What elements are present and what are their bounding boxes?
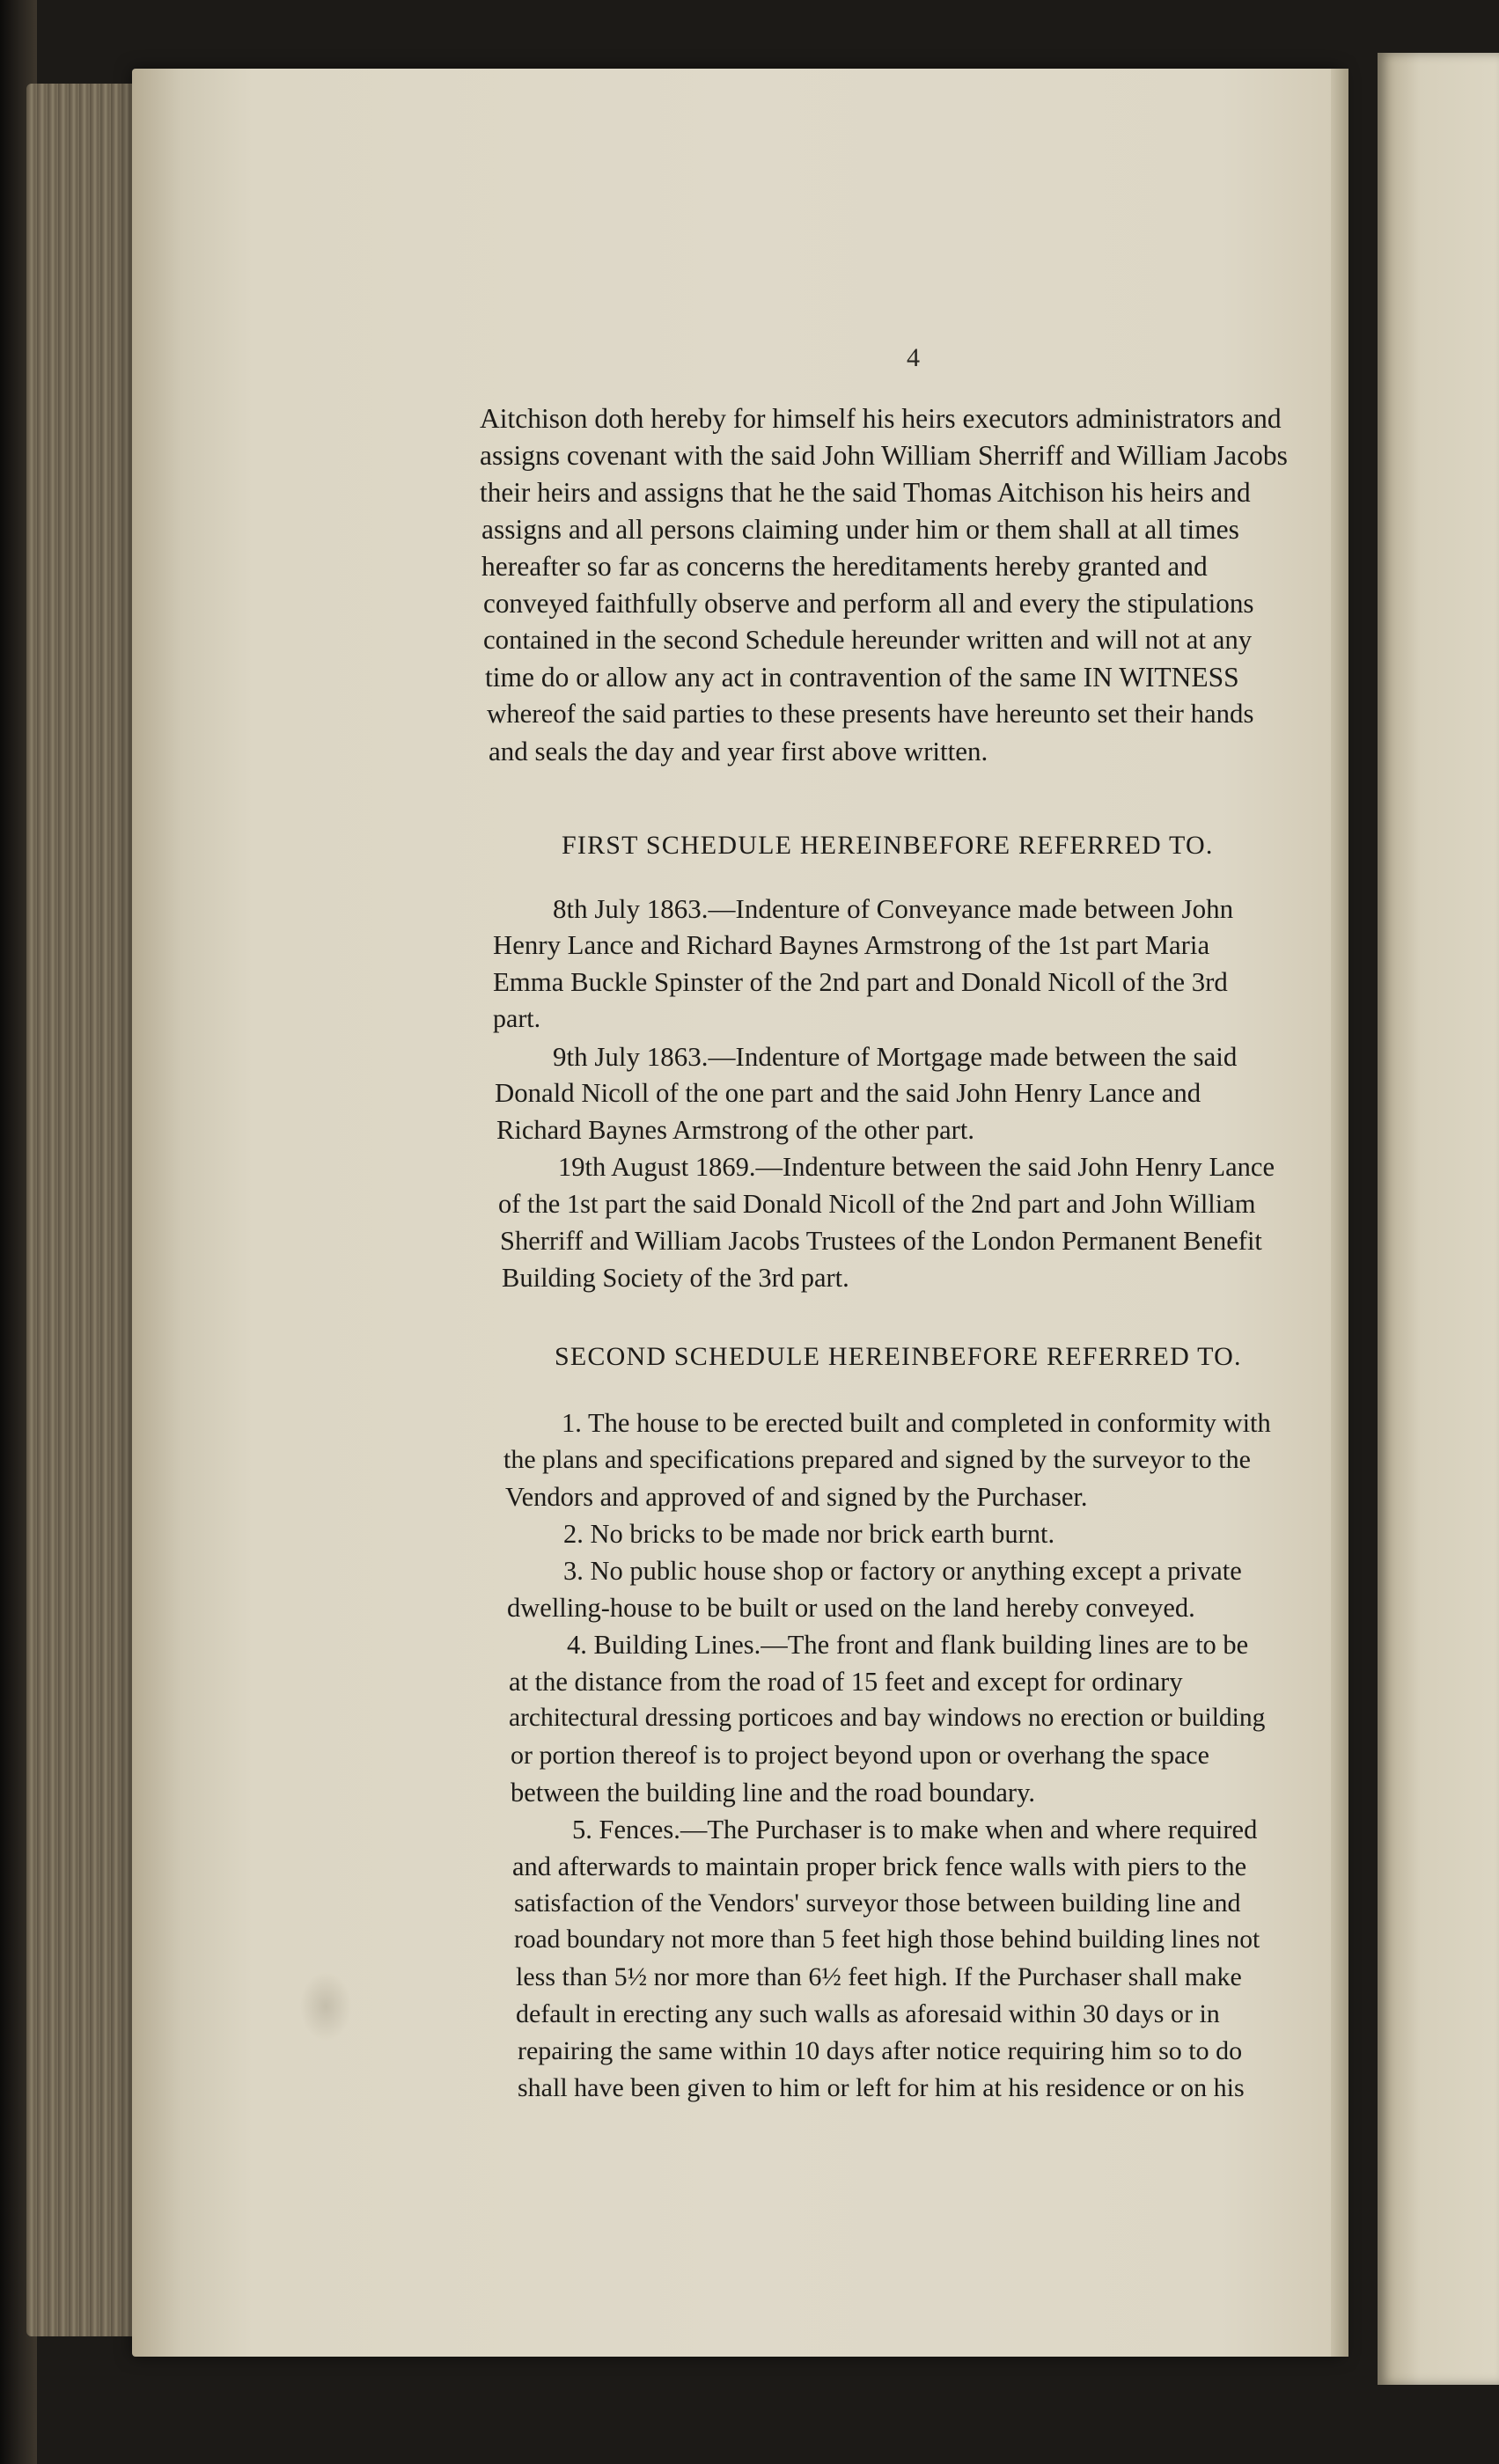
paragraph-line: time do or allow any act in contravention of the same IN WITNESS [485, 662, 1239, 693]
schedule-line: Donald Nicoll of the one part and the said John Henry Lance and [495, 1078, 1201, 1108]
paragraph-line: their heirs and assigns that he the said Thomas Aitchison his heirs and [480, 477, 1251, 508]
second-schedule-heading: SECOND SCHEDULE HEREINBEFORE REFERRED TO. [555, 1342, 1242, 1371]
paragraph-line: conveyed faithfully observe and perform all and every the stipulations [483, 588, 1254, 619]
page-edge [1331, 69, 1348, 2357]
schedule-line: the plans and specifications prepared and signed by the surveyor to the [503, 1445, 1251, 1474]
schedule-line: less than 5½ nor more than 6½ feet high. If the Purchaser shall make [516, 1962, 1242, 1991]
schedule-line: 5. Fences.—The Purchaser is to make when and where required [572, 1815, 1258, 1844]
paragraph-line: and seals the day and year first above written. [489, 736, 988, 766]
schedule-line: architectural dressing porticoes and bay windows no erection or building [509, 1704, 1266, 1732]
schedule-line: and afterwards to maintain proper brick fence walls with piers to the [512, 1852, 1247, 1881]
schedule-line: between the building line and the road boundary. [511, 1778, 1035, 1808]
schedule-line: 3. No public house shop or factory or anything except a private [563, 1556, 1242, 1586]
schedule-line: Sherriff and William Jacobs Trustees of the London Permanent Benefit [500, 1226, 1262, 1256]
schedule-line: or portion thereof is to project beyond upon or overhang the space [511, 1741, 1209, 1770]
schedule-line: road boundary not more than 5 feet high those behind building lines not [514, 1925, 1260, 1954]
paragraph-line: whereof the said parties to these presents have hereunto set their hands [487, 699, 1254, 729]
schedule-line: 8th July 1863.—Indenture of Conveyance made between John [553, 893, 1234, 924]
schedule-line: 2. No bricks to be made nor brick earth burnt. [563, 1519, 1055, 1549]
schedule-line: default in erecting any such walls as aforesaid within 30 days or in [516, 1999, 1220, 2028]
paragraph-line: contained in the second Schedule hereunder written and will not at any [483, 625, 1253, 655]
schedule-line: part. [493, 1004, 541, 1033]
schedule-line: 4. Building Lines.—The front and flank building lines are to be [567, 1630, 1249, 1660]
schedule-line: Richard Baynes Armstrong of the other part. [496, 1115, 974, 1145]
schedule-line: 19th August 1869.—Indenture between the said John Henry Lance [558, 1152, 1275, 1182]
schedule-line: shall have been given to him or left for him at his residence or on his [518, 2073, 1245, 2102]
paragraph-line: hereafter so far as concerns the hereditaments hereby granted and [481, 551, 1208, 582]
schedule-line: satisfaction of the Vendors' surveyor those between building line and [514, 1888, 1241, 1918]
schedule-line: Henry Lance and Richard Baynes Armstrong of the 1st part Maria [493, 930, 1210, 960]
schedule-line: Building Society of the 3rd part. [502, 1263, 849, 1293]
paragraph-line: assigns and all persons claiming under him or them shall at all times [481, 514, 1239, 545]
first-schedule-heading: FIRST SCHEDULE HEREINBEFORE REFERRED TO. [562, 831, 1214, 860]
schedule-line: Emma Buckle Spinster of the 2nd part and Donald Nicoll of the 3rd [493, 967, 1228, 997]
schedule-line: of the 1st part the said Donald Nicoll of the 2nd part and John William [498, 1189, 1256, 1219]
paper-smudge [299, 1971, 352, 2042]
page-number: 4 [907, 343, 920, 372]
paragraph-line: Aitchison doth hereby for himself his heirs executors administrators and [480, 403, 1282, 434]
paragraph-line: assigns covenant with the said John William Sherriff and William Jacobs [480, 440, 1288, 471]
schedule-line: at the distance from the road of 15 feet and except for ordinary [509, 1667, 1183, 1697]
schedule-line: Vendors and approved of and signed by the Purchaser. [505, 1482, 1088, 1512]
schedule-line: 9th July 1863.—Indenture of Mortgage made between the said [553, 1041, 1238, 1072]
schedule-line: repairing the same within 10 days after notice requiring him so to do [518, 2036, 1243, 2065]
facing-page [1378, 53, 1499, 2385]
schedule-line: dwelling-house to be built or used on the land hereby conveyed. [507, 1593, 1195, 1623]
schedule-line: 1. The house to be erected built and completed in conformity with [562, 1408, 1271, 1438]
